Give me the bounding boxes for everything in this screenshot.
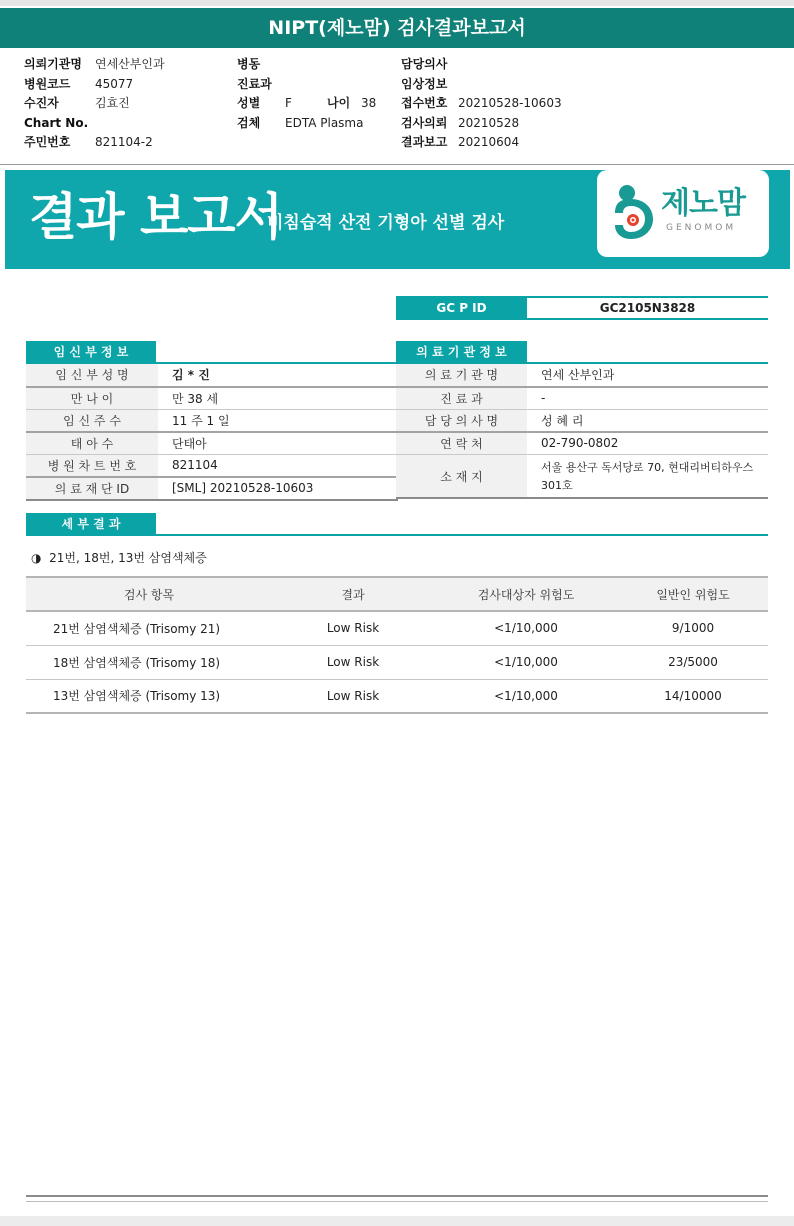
test-item: 18번 삼염색체증 (Trisomy 18) — [26, 645, 272, 679]
info-label: 수진자 — [24, 96, 59, 110]
row-value: 만 38 세 — [158, 387, 398, 410]
details-subheading — [31, 549, 207, 566]
report-title: NIPT(제노맘) 검사결과보고서 — [0, 8, 794, 48]
info-column-2 — [237, 55, 376, 133]
table-row — [396, 409, 768, 432]
table-row — [26, 364, 398, 387]
info-label: 병원코드 — [24, 76, 71, 91]
row-value: 11 주 1 일 — [158, 409, 398, 432]
subheading-text: 21번, 18번, 13번 삼염색체증 — [49, 551, 207, 565]
age-label: 나이 — [327, 96, 351, 110]
section-line — [26, 534, 768, 536]
banner-title: 결과 보고서 — [29, 188, 282, 246]
general-risk: 23/5000 — [618, 645, 768, 679]
row-key: 태 아 수 — [26, 432, 158, 455]
row-value: - — [527, 387, 768, 410]
info-value: 45077 — [95, 76, 134, 91]
header-divider — [0, 164, 794, 165]
info-label: 의뢰기관명 — [24, 57, 82, 71]
details-section-tab: 세 부 결 과 — [26, 513, 156, 535]
logo-text: 제노맘 — [661, 186, 745, 221]
test-result: Low Risk — [272, 645, 434, 679]
footer-rule — [26, 1195, 768, 1197]
half-circle-icon: ◑ — [31, 551, 42, 565]
info-label: 담당의사 — [401, 57, 448, 71]
info-column-3 — [401, 55, 562, 153]
gcp-id-label: GC P ID — [396, 298, 527, 318]
info-row — [237, 94, 376, 114]
table-row — [396, 432, 768, 455]
dept-label: 진료과 — [237, 76, 272, 91]
logo-subtext: GENOMOM — [666, 223, 737, 233]
info-label: Chart No. — [24, 115, 89, 130]
sex-value: F — [285, 96, 292, 110]
info-label: 검사의뢰 — [401, 115, 448, 130]
test-result: Low Risk — [272, 611, 434, 645]
table-row — [26, 611, 768, 645]
footer-bar — [0, 1216, 794, 1226]
row-key: 임 신 부 성 명 — [26, 364, 158, 387]
row-value: 821104 — [158, 454, 398, 477]
top-rule — [0, 0, 794, 6]
table-row — [26, 387, 398, 410]
row-key: 의 료 재 단 ID — [26, 477, 158, 500]
result-banner — [5, 170, 790, 269]
subject-risk: <1/10,000 — [434, 611, 618, 645]
info-label: 임상정보 — [401, 76, 448, 91]
row-key: 만 나 이 — [26, 387, 158, 410]
info-value: 김효진 — [95, 96, 130, 110]
table-row — [26, 432, 398, 455]
info-value: 821104-2 — [95, 135, 153, 149]
table-row — [26, 477, 398, 500]
info-label: 결과보고 — [401, 135, 448, 149]
info-row — [401, 94, 562, 114]
subject-risk: <1/10,000 — [434, 645, 618, 679]
specimen-value: EDTA Plasma — [285, 115, 364, 130]
table-row — [396, 387, 768, 410]
info-row — [24, 94, 165, 114]
info-row — [237, 75, 376, 95]
row-value: 02-790-0802 — [527, 432, 768, 455]
footer-rule-thin — [26, 1201, 768, 1202]
test-result: Low Risk — [272, 679, 434, 713]
info-row — [24, 114, 165, 134]
column-header: 일반인 위험도 — [618, 577, 768, 611]
info-row — [401, 55, 562, 75]
row-value: 단태아 — [158, 432, 398, 455]
info-value: 연세산부인과 — [95, 57, 165, 71]
info-row — [401, 133, 562, 153]
info-row — [237, 114, 376, 134]
pregnant-section-tab: 임 신 부 정 보 — [26, 341, 156, 363]
table-row — [26, 645, 768, 679]
specimen-label: 검체 — [237, 115, 261, 130]
column-header: 검사 항목 — [26, 577, 272, 611]
table-row — [396, 364, 768, 387]
info-row — [401, 75, 562, 95]
table-row — [26, 679, 768, 713]
row-value: 김 * 진 — [158, 364, 398, 387]
gcp-id-box — [396, 296, 768, 320]
info-label: 주민번호 — [24, 135, 71, 149]
row-key: 담 당 의 사 명 — [396, 409, 527, 432]
column-header: 검사대상자 위험도 — [434, 577, 618, 611]
info-row — [401, 114, 562, 134]
info-row — [24, 55, 165, 75]
row-value: 서울 용산구 독서당로 70, 현대리버티하우스 301호 — [527, 454, 768, 498]
logo-mother-icon — [611, 183, 655, 241]
test-item: 13번 삼염색체증 (Trisomy 13) — [26, 679, 272, 713]
table-row — [396, 454, 768, 498]
age-value: 38 — [361, 96, 377, 110]
row-value: 성 혜 리 — [527, 409, 768, 432]
table-row — [26, 454, 398, 477]
row-key: 소 재 지 — [396, 454, 527, 498]
institution-info-table — [396, 364, 768, 499]
row-key: 진 료 과 — [396, 387, 527, 410]
genomom-logo — [597, 170, 769, 257]
row-key: 병 원 차 트 번 호 — [26, 454, 158, 477]
row-key: 의 료 기 관 명 — [396, 364, 527, 387]
sex-label: 성별 — [237, 96, 261, 110]
gcp-id-value: GC2105N3828 — [599, 301, 696, 315]
info-value: 20210528-10603 — [458, 96, 562, 110]
info-row — [24, 133, 165, 153]
row-value: 연세 산부인과 — [527, 364, 768, 387]
table-row — [26, 409, 398, 432]
general-risk: 9/1000 — [618, 611, 768, 645]
info-label: 접수번호 — [401, 96, 448, 110]
info-value: 20210528 — [458, 115, 520, 130]
row-key: 연 락 처 — [396, 432, 527, 455]
info-value: 20210604 — [458, 135, 520, 149]
general-risk: 14/10000 — [618, 679, 768, 713]
test-item: 21번 삼염색체증 (Trisomy 21) — [26, 611, 272, 645]
institution-section-tab: 의 료 기 관 정 보 — [396, 341, 527, 363]
banner-subtitle: 비침습적 산전 기형아 선별 검사 — [267, 213, 505, 233]
ward-label: 병동 — [237, 57, 261, 71]
results-table — [26, 576, 768, 714]
table-header-row — [26, 577, 768, 611]
column-header: 결과 — [272, 577, 434, 611]
row-key: 임 신 주 수 — [26, 409, 158, 432]
info-row — [24, 75, 165, 95]
info-row — [237, 55, 376, 75]
row-value: [SML] 20210528-10603 — [158, 477, 398, 500]
pregnant-info-table — [26, 364, 398, 501]
subject-risk: <1/10,000 — [434, 679, 618, 713]
info-column-1 — [24, 55, 165, 153]
